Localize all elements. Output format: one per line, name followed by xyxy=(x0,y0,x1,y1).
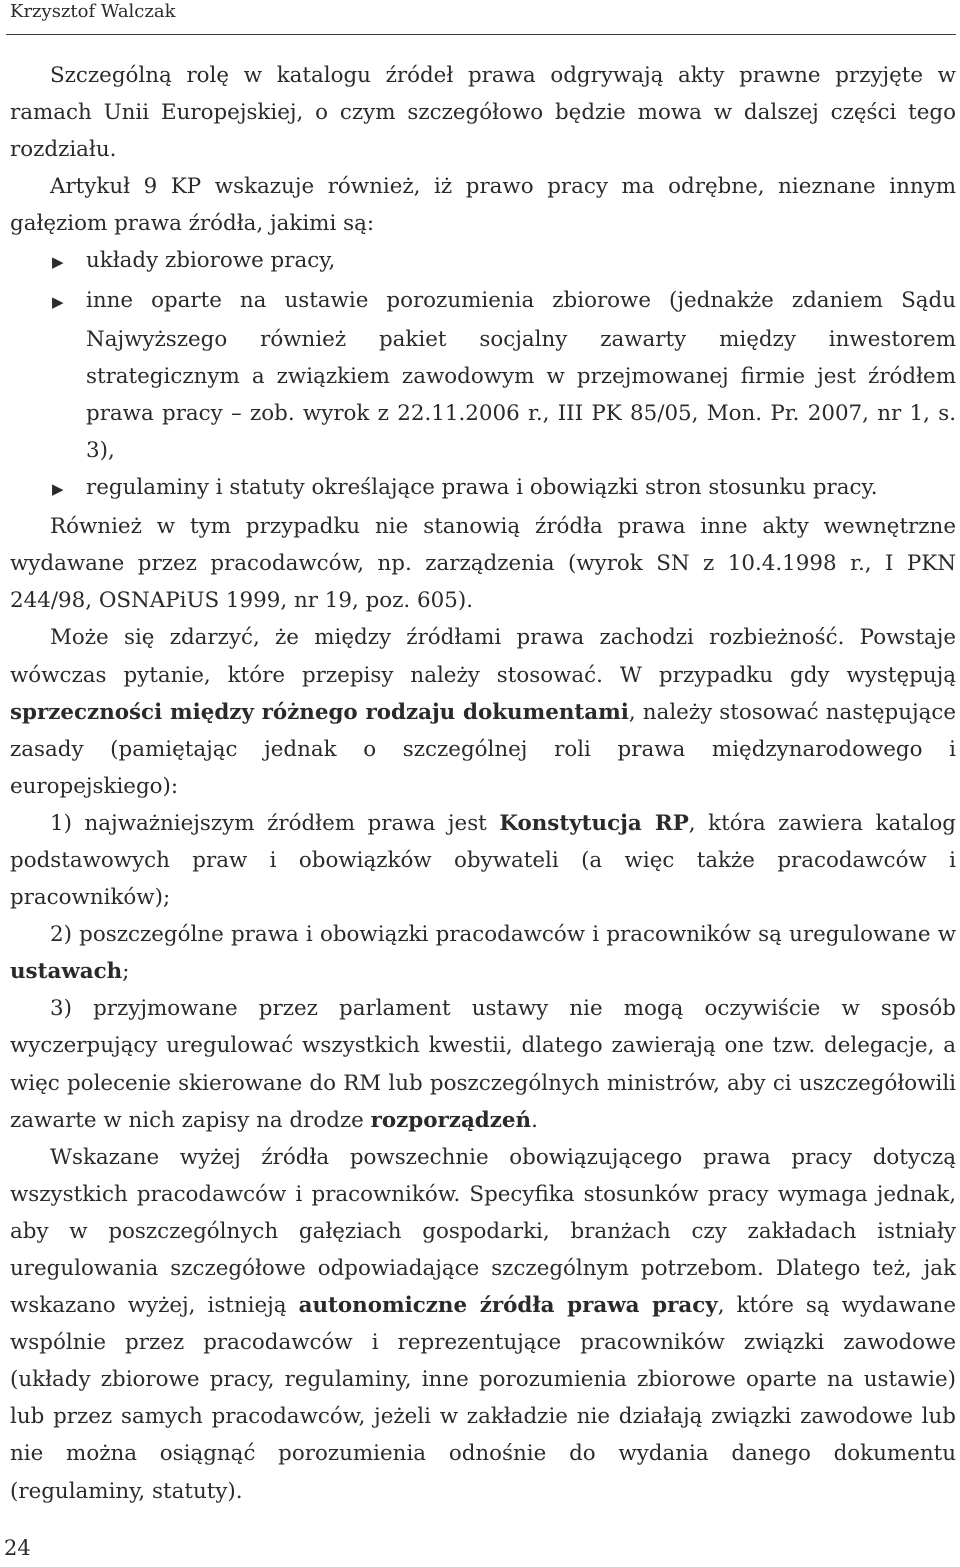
list-item-text: regulaminy i statuty określające prawa i obowiązki stron stosunku pracy. xyxy=(86,475,878,501)
bold-term: ustawach xyxy=(10,959,123,985)
bold-term: Konstytucja RP xyxy=(499,810,689,836)
rule-text: 3) przyjmowane przez parlament ustawy nie mogą oczywiście w sposób wyczerpujący uregulować wszystkich kwestii, dlatego zawierają one tzw. delegacje, a więc polecenie skierowane do RM lub poszczególnych ministrów, aby ci uszczegółowili zawarte w nich zapisy na drodze xyxy=(10,996,956,1133)
body-text xyxy=(10,57,956,1510)
paragraph-autonomous-sources xyxy=(10,1139,956,1510)
bold-term: autonomiczne źródła prawa pracy xyxy=(298,1293,718,1319)
list-item-text: układy zbiorowe pracy, xyxy=(86,248,336,274)
list-item xyxy=(10,282,956,469)
running-header xyxy=(6,0,956,35)
paragraph-text: Wskazane wyżej źródła powszechnie obowiązującego prawa pracy dotyczą wszystkich pracodawców i pracowników. Specyfika stosunków pracy wymaga jednak, aby w poszczególnych gałęziach gospodarki, branżach czy zakładach istniały uregulowania szczegółowe odpowiadające szczególnym potrzebom. Dlatego też, jak wskazano wyżej, istnieją xyxy=(10,1144,956,1319)
rule-2 xyxy=(10,916,956,990)
paragraph-conflicts xyxy=(10,619,956,804)
paragraph-article-9: Artykuł 9 KP wskazuje również, iż prawo pracy ma odrębne, nieznane innym gałęziom prawa źródła, jakimi są: xyxy=(10,174,956,237)
rule-3 xyxy=(10,990,956,1138)
paragraph-eu-acts: Szczególną rolę w katalogu źródeł prawa odgrywają akty prawne przyjęte w ramach Unii Europejskiej, o czym szczegółowo będzie mowa w dalszej części tego rozdziału. xyxy=(10,63,956,163)
page-number: 24 xyxy=(4,1536,31,1560)
rule-text: ; xyxy=(122,959,130,985)
triangle-bullet-icon: ▶ xyxy=(52,292,64,311)
paragraph-text: , należy stosować następujące zasady (pamiętając jednak o szczególnej roli prawa międzynarodowego i europejskiego): xyxy=(10,699,957,799)
rule-text: , która zawiera katalog podstawowych praw i obowiązków obywateli (a więc także pracodawców i pracowników); xyxy=(10,810,956,911)
paragraph-internal-acts: Również w tym przypadku nie stanowią źródła prawa inne akty wewnętrzne wydawane przez pracodawców, np. zarządzenia (wyrok SN z 10.4.1998 r., I PKN 244/98, OSNAPiUS 1999, nr 19, poz. 605). xyxy=(10,514,956,614)
header-author: Krzysztof Walczak xyxy=(10,1,176,22)
triangle-bullet-icon: ▶ xyxy=(52,253,64,272)
triangle-bullet-icon: ▶ xyxy=(52,480,64,499)
rule-text: . xyxy=(531,1107,538,1133)
bold-term: rozporządzeń xyxy=(370,1107,532,1133)
list-item xyxy=(10,469,956,508)
list-item-text: inne oparte na ustawie porozumienia zbiorowe (jednakże zdaniem Sądu Najwyższego również pakiet socjalny zawarty między inwestorem strategicznym a związkiem zawodowym w przejmowanej firmie jest źródłem prawa pracy – zob. wyrok z 22.11.2006 r., III PK 85/05, Mon. Pr. 2007, nr 1, s. 3), xyxy=(86,287,956,463)
rule-text: 1) najważniejszym źródłem prawa jest xyxy=(50,810,500,836)
rule-text: 2) poszczególne prawa i obowiązki pracodawców i pracowników są uregulowane w xyxy=(50,922,956,948)
rule-1 xyxy=(10,805,956,916)
paragraph-text: Może się zdarzyć, że między źródłami prawa zachodzi rozbieżność. Powstaje wówczas pytanie, które przepisy należy stosować. W przypadku gdy występują xyxy=(10,625,956,688)
list-item xyxy=(10,242,956,281)
bold-term: sprzeczności między różnego rodzaju dokumentami xyxy=(10,699,629,725)
paragraph-text: , które są wydawane wspólnie przez pracodawców i reprezentujące pracowników związki zawodowe (układy zbiorowe pracy, regulaminy, inne porozumienia zbiorowe oparte na ustawie) lub przez samych pracodawców, jeżeli w zakładzie nie działają związki zawodowe lub nie można osiągnąć porozumienia odnośnie do wydania danego dokumentu (regulaminy, statuty). xyxy=(10,1293,956,1504)
